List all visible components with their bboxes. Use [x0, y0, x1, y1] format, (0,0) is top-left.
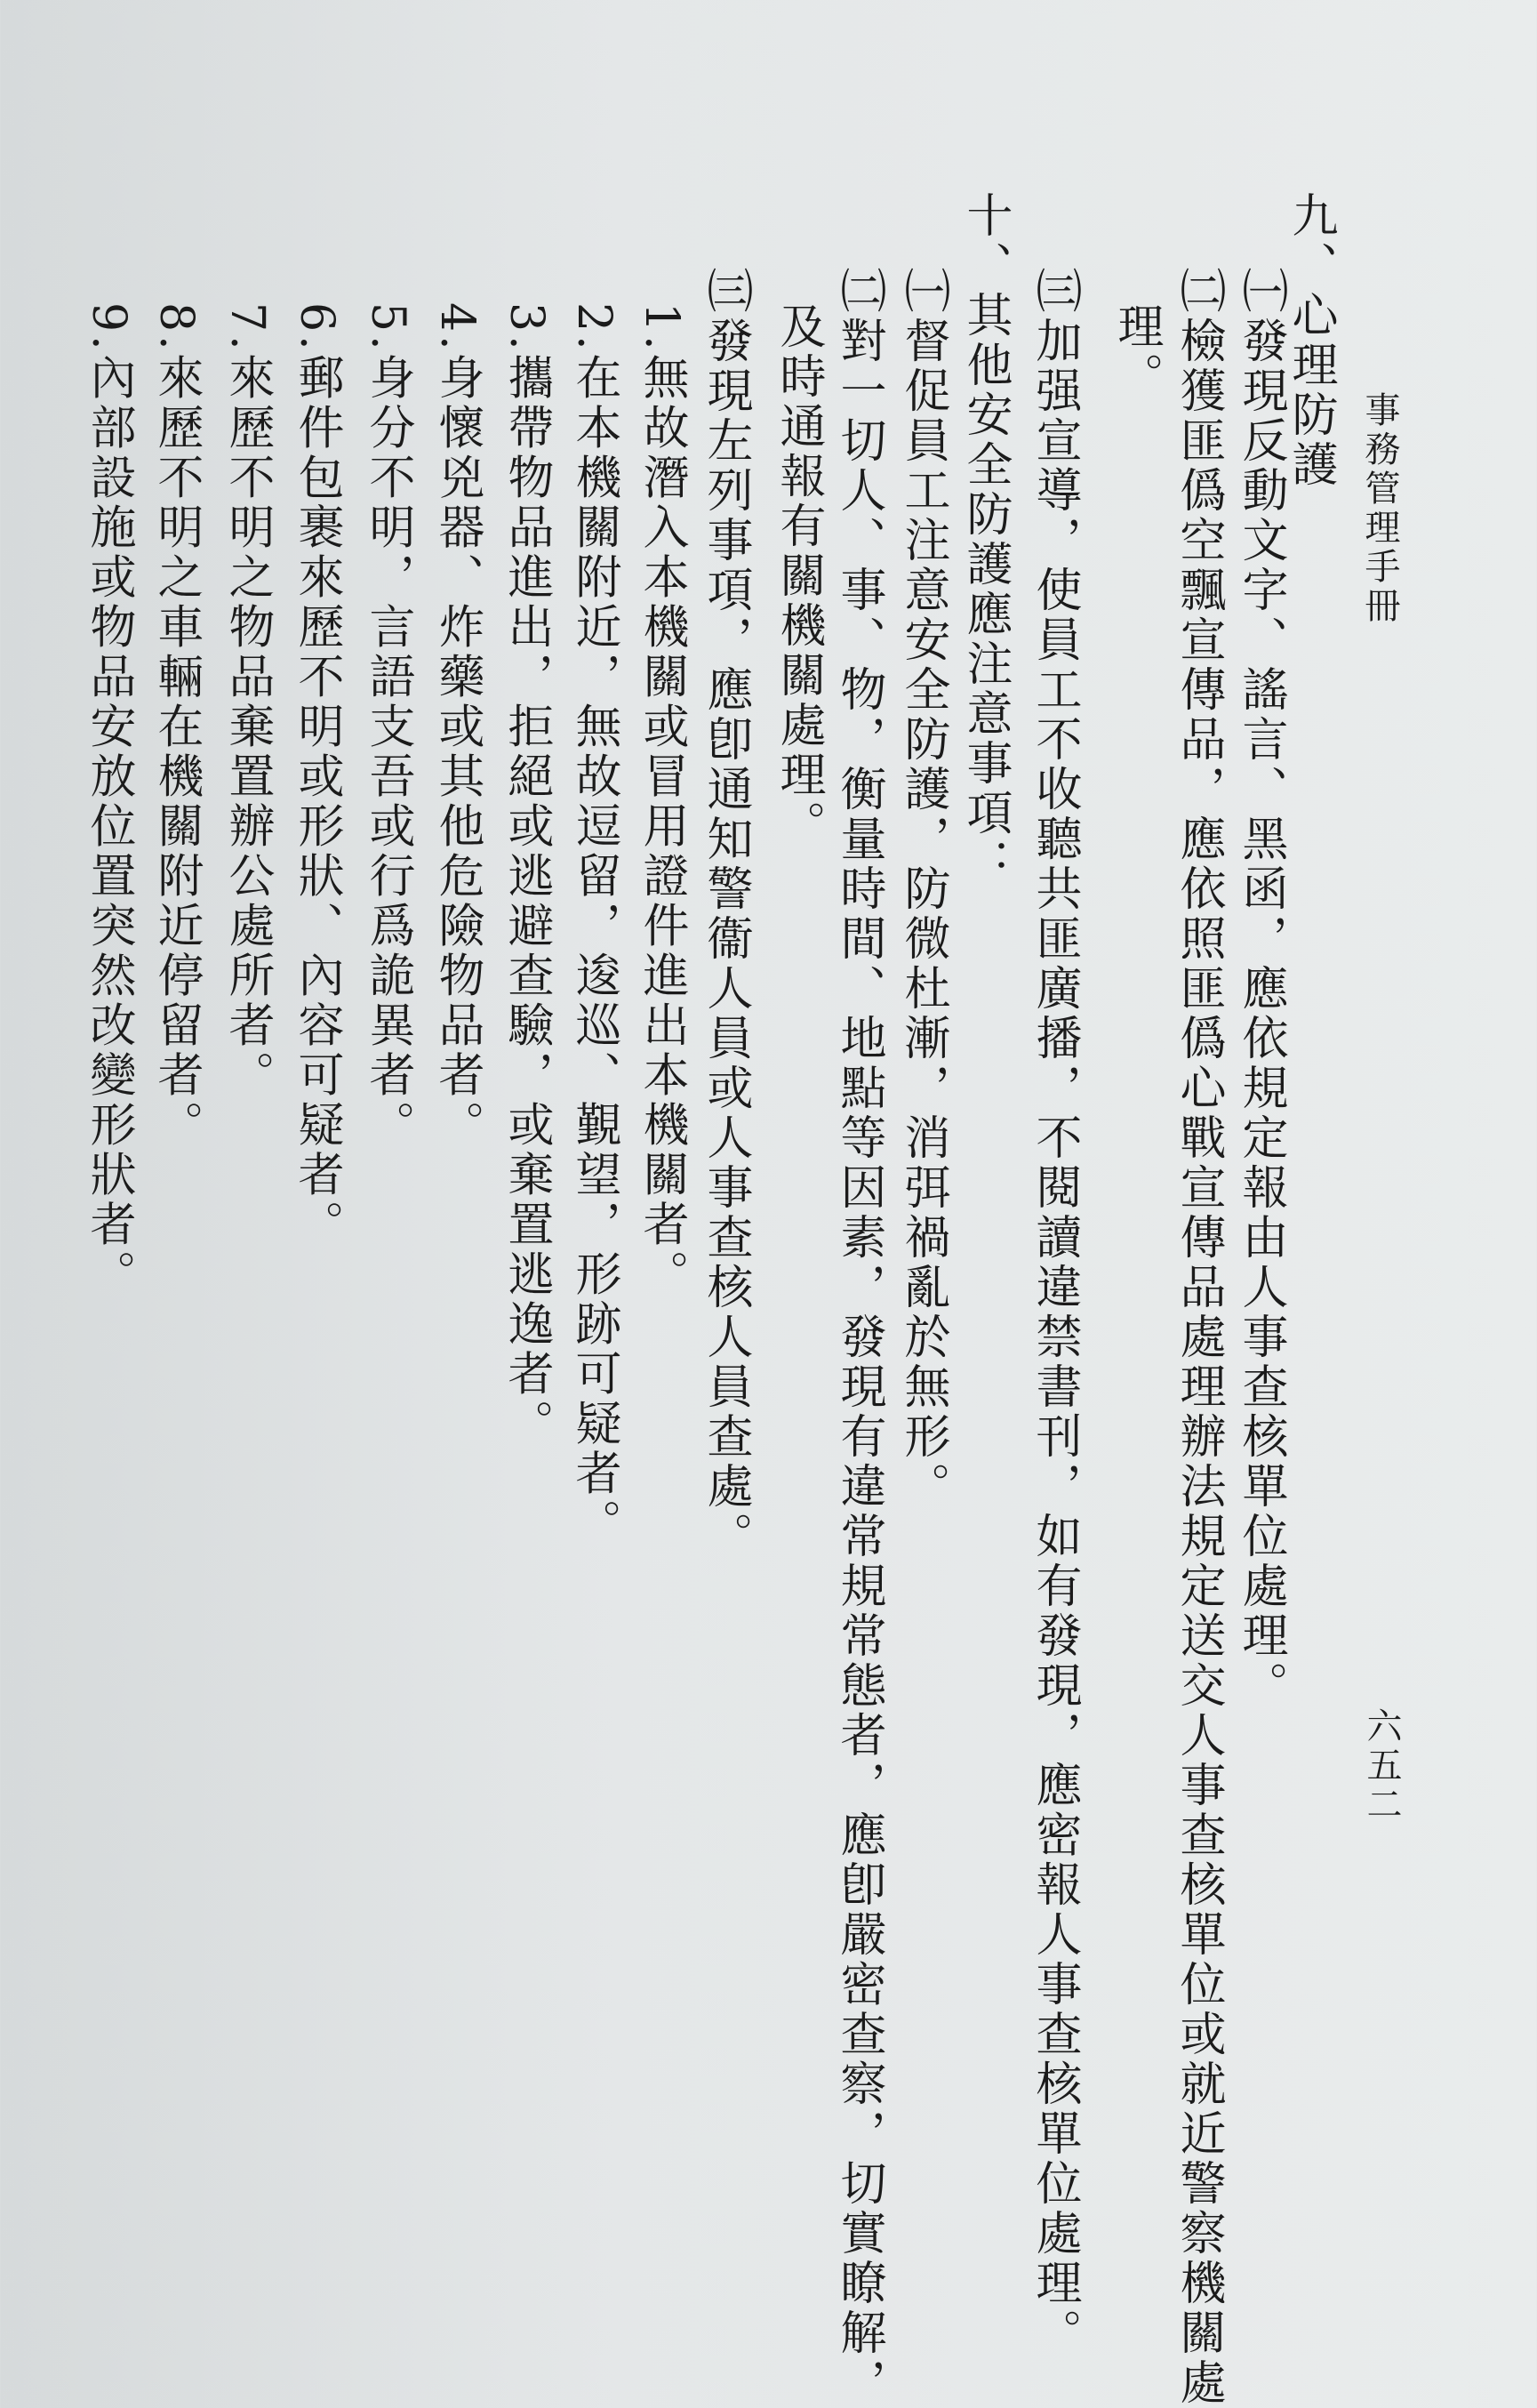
text-column: ㈢加强宣導，使員工不收聽共匪廣播，不閱讀違禁書刊，如有發現，應密報人事查核單位處理。: [1028, 267, 1081, 2358]
text-column: 及時通報有關機關處理。: [772, 302, 825, 850]
list-item: 8.來歷不明之車輛在機關附近停留者。: [149, 302, 203, 1151]
section-heading-other-protection: 十、其他安全防護應注意事項：: [958, 191, 1012, 888]
text-column: ㈡檢獲匪僞空飄宣傳品，應依照匪僞心戰宣傳品處理辦法規定送交人事查核單位或就近警察機關處: [1172, 267, 1225, 2408]
page-number: 六五二: [1361, 1707, 1402, 1825]
list-item: 6.郵件包裹來歷不明或形狀、內容可疑者。: [290, 302, 343, 1250]
list-item: 1.無故潛入本機關或冒用證件進出本機關者。: [635, 302, 688, 1300]
list-item: 5.身分不明，言語支吾或行爲詭異者。: [361, 302, 414, 1151]
text-column: ㈡對一切人、事、物，衡量時間、地點等因素，發現有違常規常態者，應卽嚴密查察，切實瞭解，: [832, 267, 885, 2408]
list-item: 7.來歷不明之物品棄置辦公處所者。: [220, 302, 274, 1101]
text-column: ㈢發現左列事項，應卽通知警衞人員或人事查核人員查處。: [699, 267, 752, 1561]
section-heading-psychological-protection: 九、心理防護: [1284, 191, 1337, 490]
list-item: 4.身懷兇器、炸藥或其他危險物品者。: [430, 302, 484, 1151]
text-column: 理。: [1109, 302, 1163, 402]
text-column: ㈠督促員工注意安全防護，防微杜漸，消弭禍亂於無形。: [896, 267, 949, 1512]
list-item: 9.內部設施或物品安放位置突然改變形狀者。: [82, 302, 135, 1300]
list-item: 3.攜帶物品進出，拒絕或逃避查驗，或棄置逃逸者。: [500, 302, 553, 1449]
list-item: 2.在本機關附近，無故逗留，逡巡、覲望，形跡可疑者。: [567, 302, 620, 1549]
running-header-title: 事務管理手冊: [1359, 391, 1400, 626]
text-column: ㈠發現反動文字、謠言、黑函，應依規定報由人事查核單位處理。: [1234, 267, 1287, 1711]
